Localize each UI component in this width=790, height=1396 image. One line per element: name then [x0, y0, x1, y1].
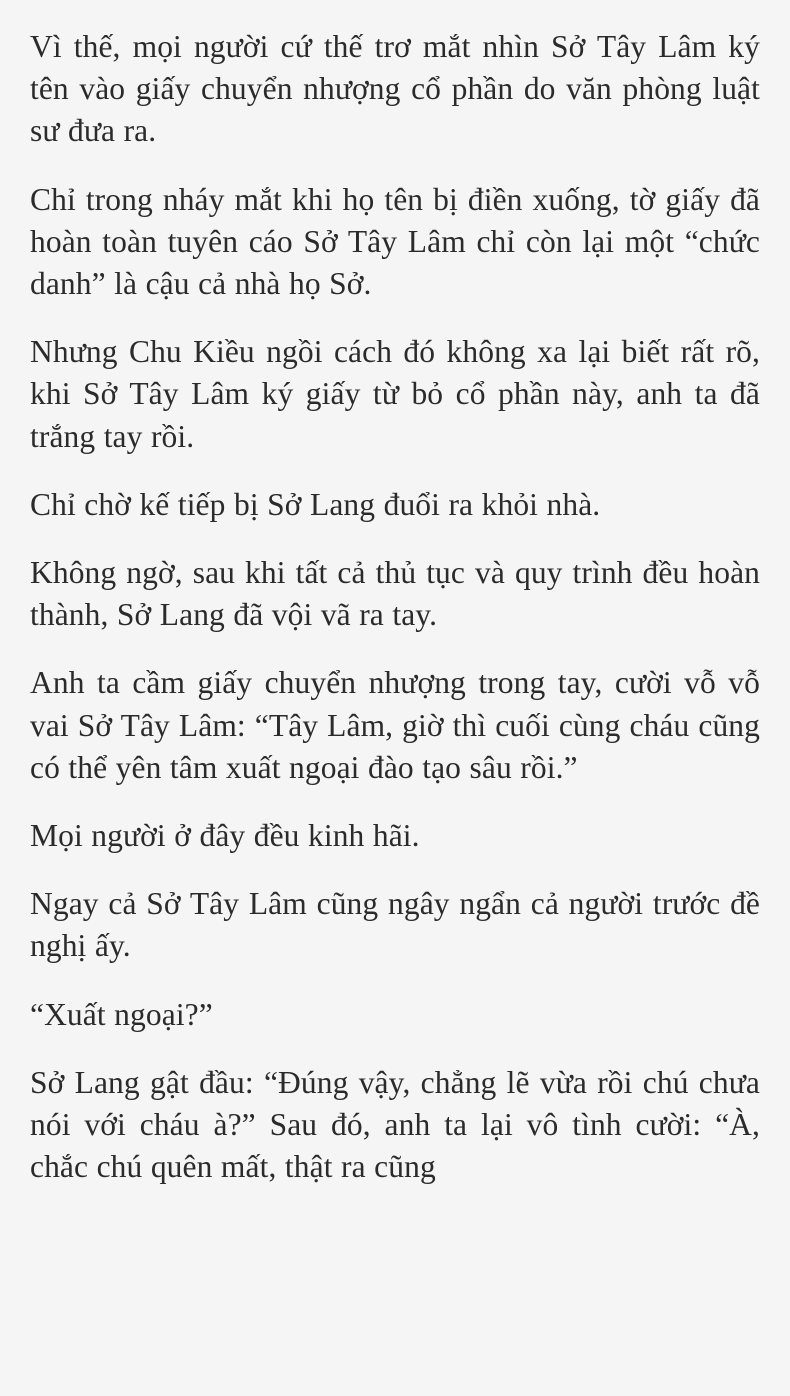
paragraph: Sở Lang gật đầu: “Đúng vậy, chẳng lẽ vừa rồi chú chưa nói với cháu à?” Sau đó, anh ta lại vô tình cười: “À, chắc chú quên mất, thật ra cũng [30, 1064, 760, 1185]
paragraph: “Xuất ngoại?” [30, 996, 213, 1032]
paragraph: Ngay cả Sở Tây Lâm cũng ngây ngẩn cả người trước đề nghị ấy. [30, 886, 760, 964]
paragraph: Chỉ trong nháy mắt khi họ tên bị điền xuống, tờ giấy đã hoàn toàn tuyên cáo Sở Tây Lâm chỉ còn lại một “chức danh” là cậu cả nhà họ Sở. [30, 181, 760, 302]
paragraph: Chỉ chờ kế tiếp bị Sở Lang đuổi ra khỏi nhà. [30, 486, 601, 522]
paragraph: Không ngờ, sau khi tất cả thủ tục và quy trình đều hoàn thành, Sở Lang đã vội vã ra tay. [30, 555, 760, 633]
paragraph: Vì thế, mọi người cứ thế trơ mắt nhìn Sở Tây Lâm ký tên vào giấy chuyển nhượng cổ phần do văn phòng luật sư đưa ra. [30, 29, 760, 149]
paragraph: Nhưng Chu Kiều ngồi cách đó không xa lại biết rất rõ, khi Sở Tây Lâm ký giấy từ bỏ cổ phần này, anh ta đã trắng tay rồi. [30, 334, 760, 454]
paragraph: Mọi người ở đây đều kinh hãi. [30, 818, 420, 854]
paragraph: Anh ta cầm giấy chuyển nhượng trong tay, cười vỗ vỗ vai Sở Tây Lâm: “Tây Lâm, giờ thì cuối cùng cháu cũng có thể yên tâm xuất ngoại đào tạo sâu rồi.” [30, 665, 760, 785]
